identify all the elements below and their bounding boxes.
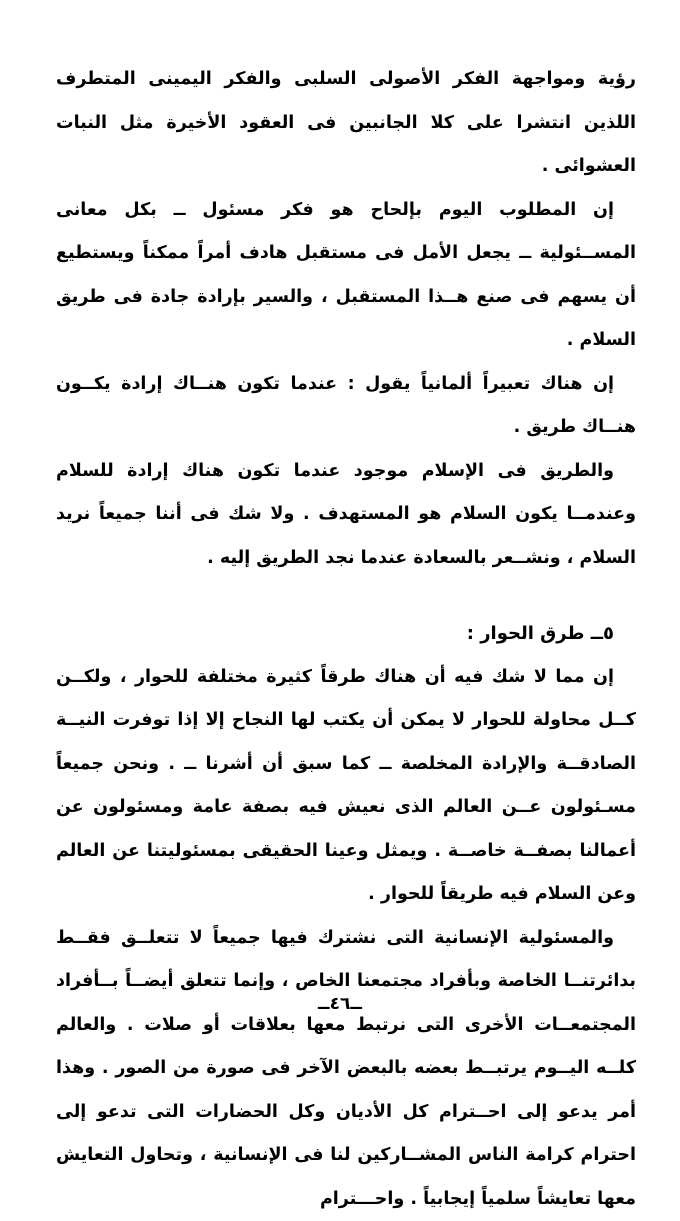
section-gap — [56, 580, 636, 612]
section-paragraph-1: إن مما لا شك فيه أن هناك طرقاً كثيرة مختلفة للحوار ، ولكــن كــل محاولة للحوار لا يمكن أن يكتب لها النجاح إلا إذا توفرت النيــة الصادقــة والإرادة المخلصة ــ كما سبق أن أشرنا ــ . ونحن جميعاً مسـئولون عــن العالم الذى نعيش فيه بصفة عامة ومسئولون عن أعمالنا بصفــة خاصــة . ويمثل وعينا الحقيقى بمسئوليتنا عن العالم وعن السلام فيه طريقاً للحوار . — [56, 656, 636, 917]
paragraph-4: والطريق فى الإسلام موجود عندما تكون هناك إرادة للسلام وعندمــا يكون السلام هو المستهدف . ولا شك فى أننا جميعاً نريد السلام ، ونشــعر بالسعادة عندما نجد الطريق إليه . — [56, 450, 636, 581]
section-heading: ٥ــ طرق الحوار : — [56, 612, 636, 656]
page-number: ــ٤٦ــ — [0, 994, 680, 1014]
paragraph-1: رؤية ومواجهة الفكر الأصولى السلبى والفكر اليمينى المتطرف اللذين انتشرا على كلا الجانبين فى العقود الأخيرة مثل النبات العشوائى . — [56, 58, 636, 189]
paragraph-2: إن المطلوب اليوم بإلحاح هو فكر مسئول ــ بكل معانى المســئولية ــ يجعل الأمل فى مستقبل هادف أمراً ممكناً ويستطيع أن يسهم فى صنع هــذا المستقبل ، والسير بإرادة جادة فى طريق السلام . — [56, 189, 636, 363]
section-paragraph-2: والمسئولية الإنسانية التى نشترك فيها جميعاً لا تتعلــق فقــط بدائرتنــا الخاصة وبأفراد مجتمعنا الخاص ، وإنما تتعلق أيضــاً بــأفراد المجتمعــات الأخرى التى نرتبط معها بعلاقات أو صلات . والعالم كلــه اليــوم يرتبــط بعضه بالبعض الآخر فى صورة من الصور . وهذا أمر يدعو إلى احــترام كل الأديان وكل الحضارات التى تدعو إلى احترام كرامة الناس المشــاركين لنا فى الإنسانية ، وتحاول التعايش معها تعايشاً سلمياً إيجابياً . واحـــترام — [56, 917, 636, 1221]
document-page — [56, 58, 636, 1042]
paragraph-3: إن هناك تعبيراً ألمانياً يقول : عندما تكون هنــاك إرادة يكــون هنــاك طريق . — [56, 363, 636, 450]
